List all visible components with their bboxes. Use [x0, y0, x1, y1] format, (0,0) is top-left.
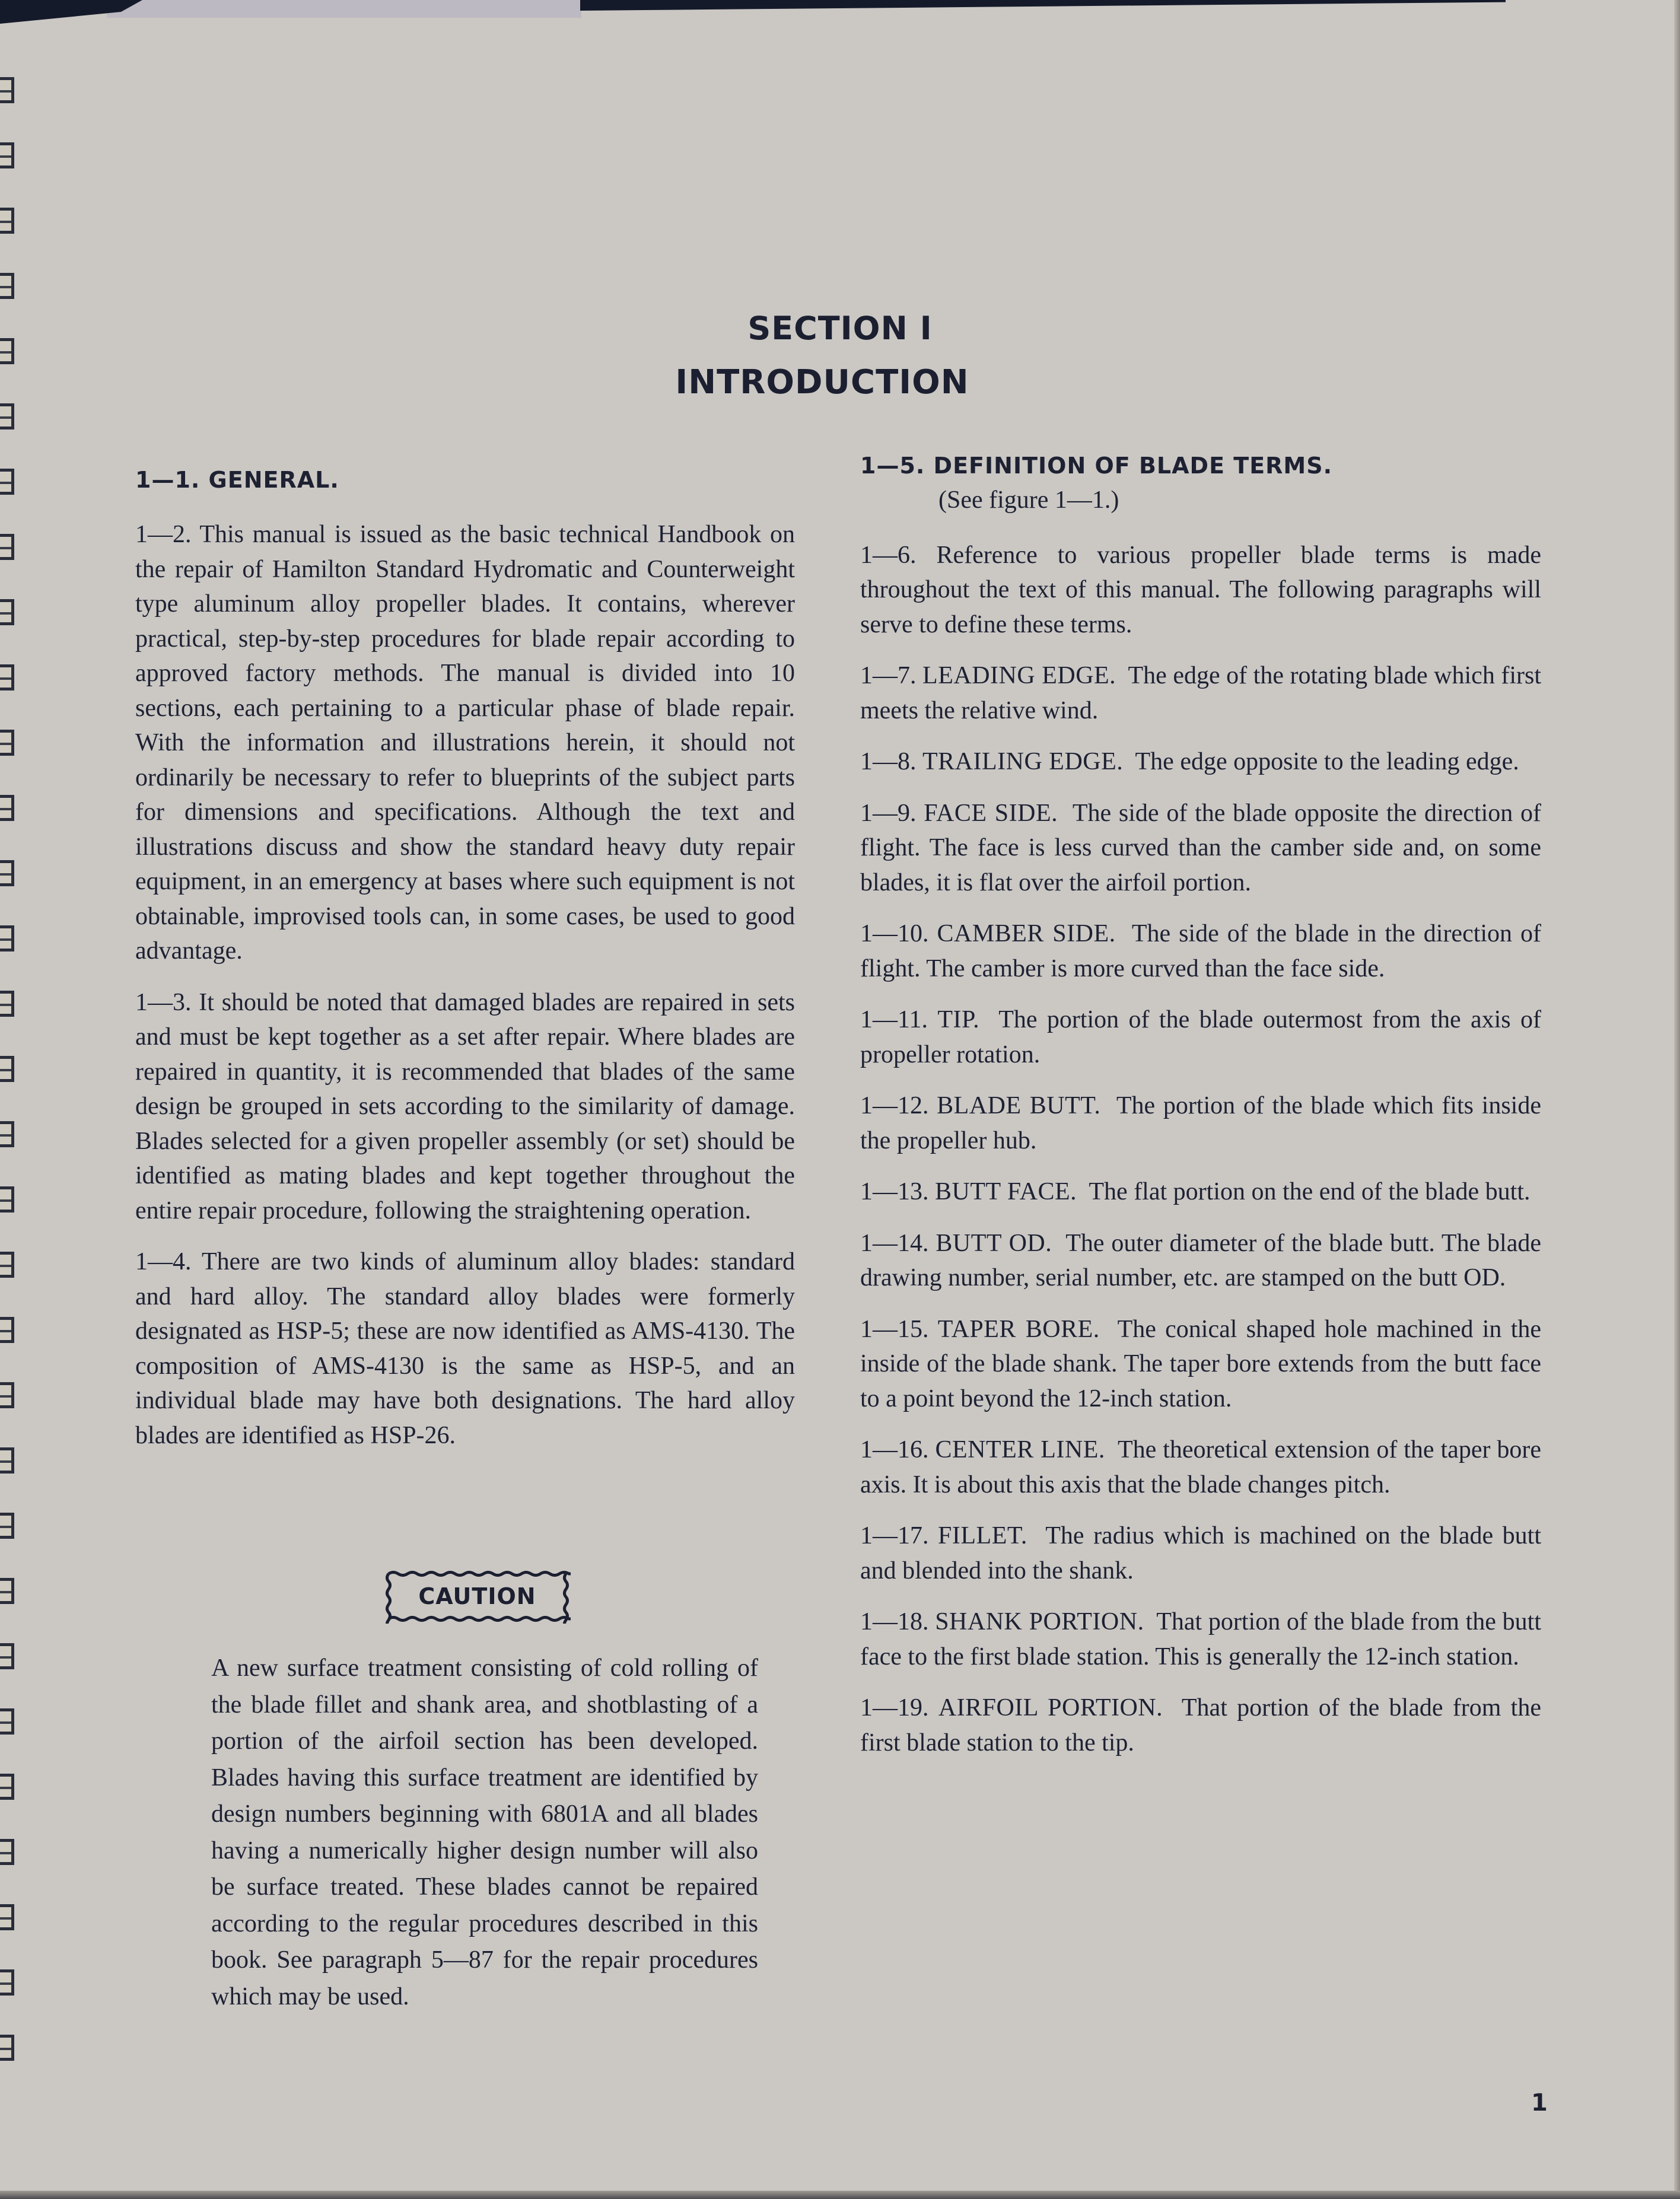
term-butt-od [860, 1226, 1541, 1296]
term-tip [860, 1003, 1541, 1072]
binding-ring-icon [0, 1904, 14, 1930]
heading-general: 1—1. GENERAL. [135, 467, 339, 493]
term-blade-butt [860, 1089, 1541, 1158]
paragraph-1-4: 1—4. There are two kinds of aluminum alloy blades: standard and hard alloy. The standard alloy blades were formerly designated as HSP-5; these are now identified as AMS-4130. The composition of AMS-4130 is the same as HSP-5, and an individual blade may have both designations. The hard alloy blades are identified as HSP-26. [135, 1248, 795, 1449]
binding-ring-icon [0, 2035, 14, 2061]
section-label: SECTION I [747, 310, 933, 347]
binding-ring-icon [0, 1121, 14, 1147]
term-number: 1—17. [860, 1522, 929, 1549]
binding-ring-icon [0, 77, 14, 103]
section-title: INTRODUCTION [675, 363, 969, 402]
term-number: 1—8. [860, 748, 917, 775]
term-number: 1—10. [860, 920, 929, 947]
binding-ring-icon [0, 664, 14, 690]
right-column [860, 448, 1541, 1760]
paragraph-1-3: 1—3. It should be noted that damaged blades are repaired in sets and must be kept together as a set after repair. Where blades are repaired in quantity, it is recommended that blades of the same design be grouped in sets according to the similarity of damage. Blades selected for a given propeller assembly (or set) should be identified as mating blades and kept together throughout the entire repair procedure, following the straightening operation. [135, 988, 795, 1224]
binding-ring-icon [0, 1382, 14, 1408]
term-definition: The theoretical extension of the taper bore axis. It is about this axis that the blade changes pitch. [860, 1436, 1542, 1498]
term-definition: The flat portion on the end of the blade butt. [1089, 1178, 1531, 1205]
binding-ring-icon [0, 469, 14, 495]
term-fillet [860, 1519, 1541, 1588]
binding-ring-icon [0, 403, 14, 429]
term-definition: The conical shaped hole machined in the inside of the blade shank. The taper bore extends from the butt face to a point beyond the 12-inch station. [860, 1315, 1541, 1412]
binding-ring-icon [0, 1969, 14, 1996]
binding-ring-icon [0, 795, 14, 821]
term-leading-edge [860, 658, 1541, 728]
figure-reference: (See figure 1—1.) [938, 486, 1119, 514]
term-definition: The radius which is machined on the blade butt and blended into the shank. [860, 1522, 1541, 1584]
binding-ring-icon [0, 925, 14, 951]
term-number: 1—14. [860, 1229, 929, 1257]
term-definition: The edge of the rotating blade which first meets the relative wind. [860, 662, 1542, 724]
caution-text: A new surface treatment consisting of cold rolling of the blade fillet and shank area, and shotblasting of a portion of the airfoil section has been developed. Blades having this surface treatment are identified by design numbers beginning with 6801A and all blades having a numerically higher design number will also be surface treated. These blades cannot be repaired according to the regular procedures described in this book. See paragraph 5—87 for the repair procedures which may be used. [211, 1654, 758, 2010]
binding-ring-icon [0, 534, 14, 560]
term-definition: The side of the blade opposite the direction of flight. The face is less curved than the camber side and, on some blades, it is flat over the airfoil portion. [860, 799, 1541, 896]
term-butt-face [860, 1175, 1541, 1210]
term-definition: The outer diameter of the blade butt. The blade drawing number, serial number, etc. are stamped on the butt OD. [860, 1229, 1542, 1291]
term-name: TAPER BORE. [937, 1315, 1100, 1343]
term-number: 1—11. [860, 1006, 928, 1033]
background-dark-corner [0, 0, 142, 24]
term-name: AIRFOIL PORTION. [938, 1694, 1163, 1721]
term-number: 1—7. [860, 662, 917, 689]
term-taper-bore [860, 1312, 1541, 1417]
left-column [135, 463, 795, 1453]
binding-ring-icon [0, 1578, 14, 1604]
term-camber-side [860, 916, 1541, 986]
term-name: CAMBER SIDE. [937, 920, 1116, 947]
term-definition: The portion of the blade outermost from the axis of propeller rotation. [860, 1006, 1541, 1068]
binding-ring-icon [0, 1643, 14, 1669]
term-face-side [860, 796, 1541, 900]
term-definition: The side of the blade in the direction of flight. The camber is more curved than the face side. [860, 920, 1542, 982]
binding-ring-icon [0, 208, 14, 234]
term-name: CENTER LINE. [935, 1436, 1105, 1463]
term-number: 1—15. [860, 1315, 929, 1343]
term-airfoil-portion [860, 1691, 1541, 1760]
binding-ring-icon [0, 1317, 14, 1343]
term-name: BLADE BUTT. [937, 1092, 1101, 1119]
binding-ring-icon [0, 1056, 14, 1082]
page-bottom-edge [0, 2191, 1680, 2199]
term-name: BUTT FACE. [935, 1178, 1077, 1205]
caution-label: CAUTION [418, 1583, 536, 1609]
binding-ring-icon [0, 1708, 14, 1735]
term-definition: That portion of the blade from the butt face to the first blade station. This is generally the 12-inch station. [860, 1608, 1541, 1670]
term-definition: The portion of the blade which fits inside the propeller hub. [860, 1092, 1541, 1154]
binding-ring-icon [0, 991, 14, 1017]
background-dark-edge [580, 0, 1506, 11]
page-number: 1 [1531, 2089, 1548, 2117]
binding-ring-icon [0, 1774, 14, 1800]
paragraph-1-6: 1—6. Reference to various propeller blade terms is made throughout the text of this manual. The following paragraphs will serve to define these terms. [860, 541, 1541, 638]
term-trailing-edge [860, 744, 1541, 779]
term-definition: That portion of the blade from the first blade station to the tip. [860, 1694, 1541, 1756]
binding-ring-icon [0, 599, 14, 625]
heading-definition-of-blade-terms: 1—5. DEFINITION OF BLADE TERMS. [860, 453, 1333, 479]
term-name: SHANK PORTION. [935, 1608, 1144, 1635]
binding-ring-icon [0, 860, 14, 886]
term-number: 1—9. [860, 799, 917, 827]
background-strip [107, 0, 581, 18]
term-name: LEADING EDGE. [922, 662, 1116, 689]
term-name: TRAILING EDGE. [922, 748, 1124, 775]
binding-ring-icon [0, 1447, 14, 1474]
paragraph-1-2: 1—2. This manual is issued as the basic technical Handbook on the repair of Hamilton Standard Hydromatic and Counterweight type aluminum alloy propeller blades. It contains, wherever practical, step-by-step procedures for blade repair according to approved factory methods. The manual is divided into 10 sections, each pertaining to a particular phase of blade repair. With the information and illustrations herein, it should not ordinarily be necessary to refer to blueprints of the subject parts for dimensions and specifications. Although the text and illustrations discuss and show the standard heavy duty repair equipment, in an emergency at bases where such equipment is not obtainable, improvised tools can, in some cases, be used to good advantage. [135, 521, 795, 965]
term-number: 1—13. [860, 1178, 929, 1205]
caution-box [384, 1569, 571, 1624]
term-shank-portion [860, 1605, 1541, 1674]
term-center-line [860, 1433, 1541, 1502]
term-name: FILLET. [938, 1522, 1027, 1549]
term-number: 1—18. [860, 1608, 929, 1635]
term-number: 1—19. [860, 1694, 929, 1721]
term-definition: The edge opposite to the leading edge. [1135, 748, 1519, 775]
binding-ring-icon [0, 730, 14, 756]
term-number: 1—12. [860, 1092, 929, 1119]
term-name: BUTT OD. [936, 1229, 1052, 1257]
term-number: 1—16. [860, 1436, 929, 1463]
binding-ring-icon [0, 1839, 14, 1865]
binding-ring-icon [0, 142, 14, 168]
binding-ring-icon [0, 273, 14, 299]
term-name: FACE SIDE. [924, 799, 1058, 827]
binding-ring-icon [0, 1186, 14, 1213]
term-name: TIP. [937, 1006, 980, 1033]
binding-ring-icon [0, 1252, 14, 1278]
binding-ring-icon [0, 1513, 14, 1539]
